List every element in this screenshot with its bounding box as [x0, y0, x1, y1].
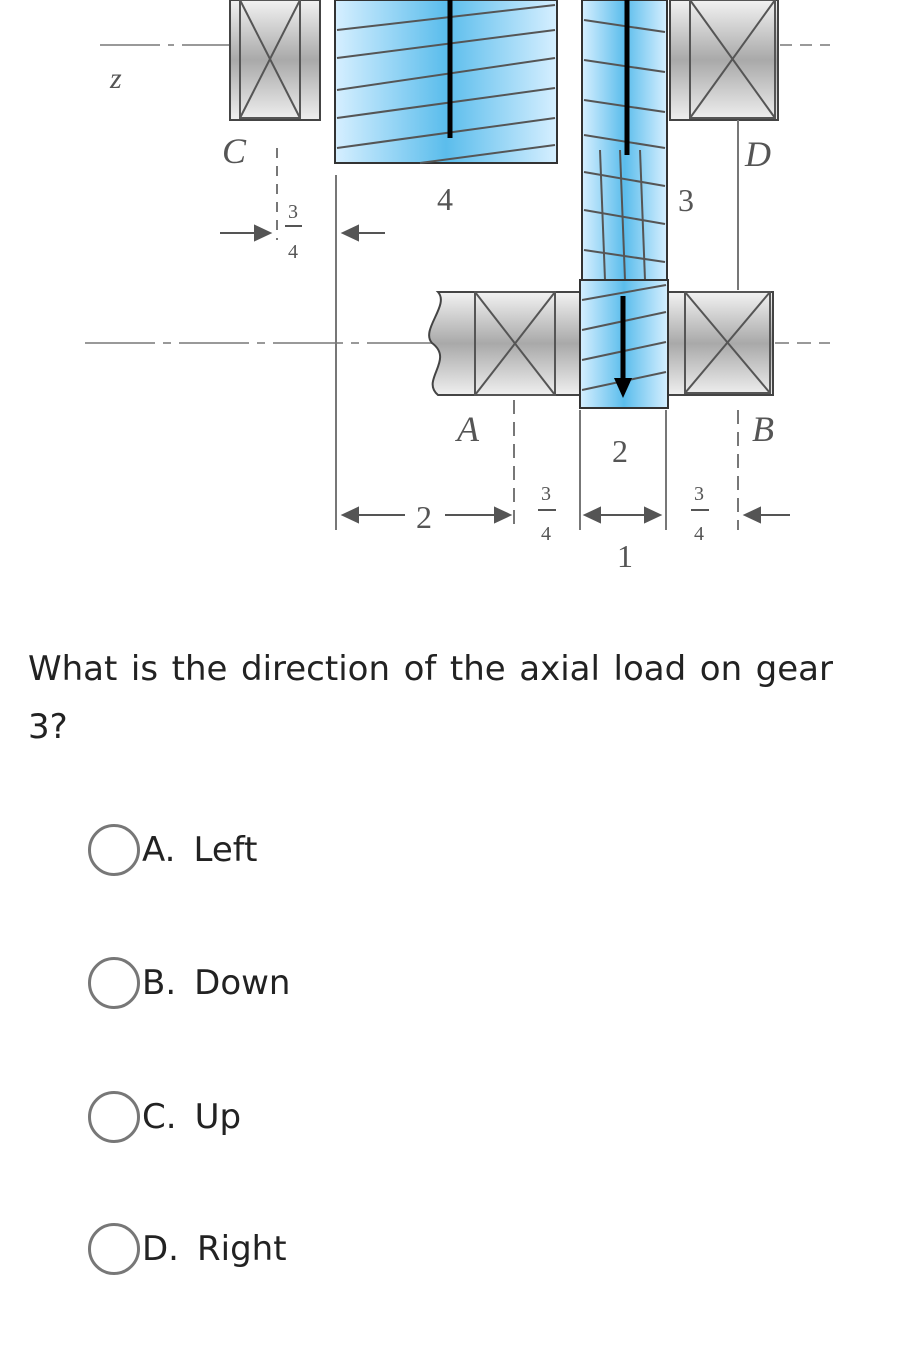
option-a[interactable] — [88, 820, 257, 880]
label-dim-1: 1 — [617, 538, 633, 574]
option-label: Right — [197, 1229, 287, 1269]
option-letter: C. — [142, 1097, 177, 1137]
label-gear-4: 4 — [437, 181, 453, 217]
label-b: B — [752, 409, 774, 449]
bearing-c — [230, 0, 320, 120]
question-text: What is the direction of the axial load on gear 3? — [28, 649, 833, 747]
label-gear-3: 3 — [678, 182, 694, 218]
label-dim-2: 2 — [416, 499, 432, 535]
label-z: z — [110, 62, 122, 95]
option-d[interactable] — [88, 1219, 287, 1279]
option-label: Down — [194, 963, 291, 1003]
dim-frac-num-2: 3 — [541, 483, 551, 505]
label-d: D — [745, 134, 771, 174]
radio-circle-icon[interactable] — [88, 1223, 140, 1275]
option-c[interactable] — [88, 1087, 241, 1147]
option-letter: D. — [142, 1229, 179, 1269]
dim-frac-den-3: 4 — [694, 523, 704, 545]
dim-frac-num-1: 3 — [288, 201, 298, 223]
gear-4 — [335, 0, 557, 163]
gear-2 — [580, 280, 668, 408]
label-gear-2: 2 — [612, 433, 628, 469]
gear-assembly-diagram — [0, 0, 915, 600]
lower-shaft — [429, 292, 580, 395]
option-label: Up — [194, 1097, 242, 1137]
dim-frac-num-3: 3 — [694, 483, 704, 505]
bearing-d — [670, 0, 778, 120]
bearing-b — [668, 292, 773, 395]
option-b[interactable] — [88, 953, 290, 1013]
radio-circle-icon[interactable] — [88, 1091, 140, 1143]
dim-frac-den-2: 4 — [541, 523, 551, 545]
dim-frac-den-1: 4 — [288, 241, 298, 263]
radio-circle-icon[interactable] — [88, 957, 140, 1009]
label-a: A — [457, 409, 479, 449]
option-letter: B. — [142, 963, 177, 1003]
radio-circle-icon[interactable] — [88, 824, 140, 876]
label-c: C — [222, 131, 247, 171]
option-letter: A. — [142, 830, 176, 870]
option-label: Left — [193, 830, 258, 870]
gear-3 — [582, 0, 667, 282]
